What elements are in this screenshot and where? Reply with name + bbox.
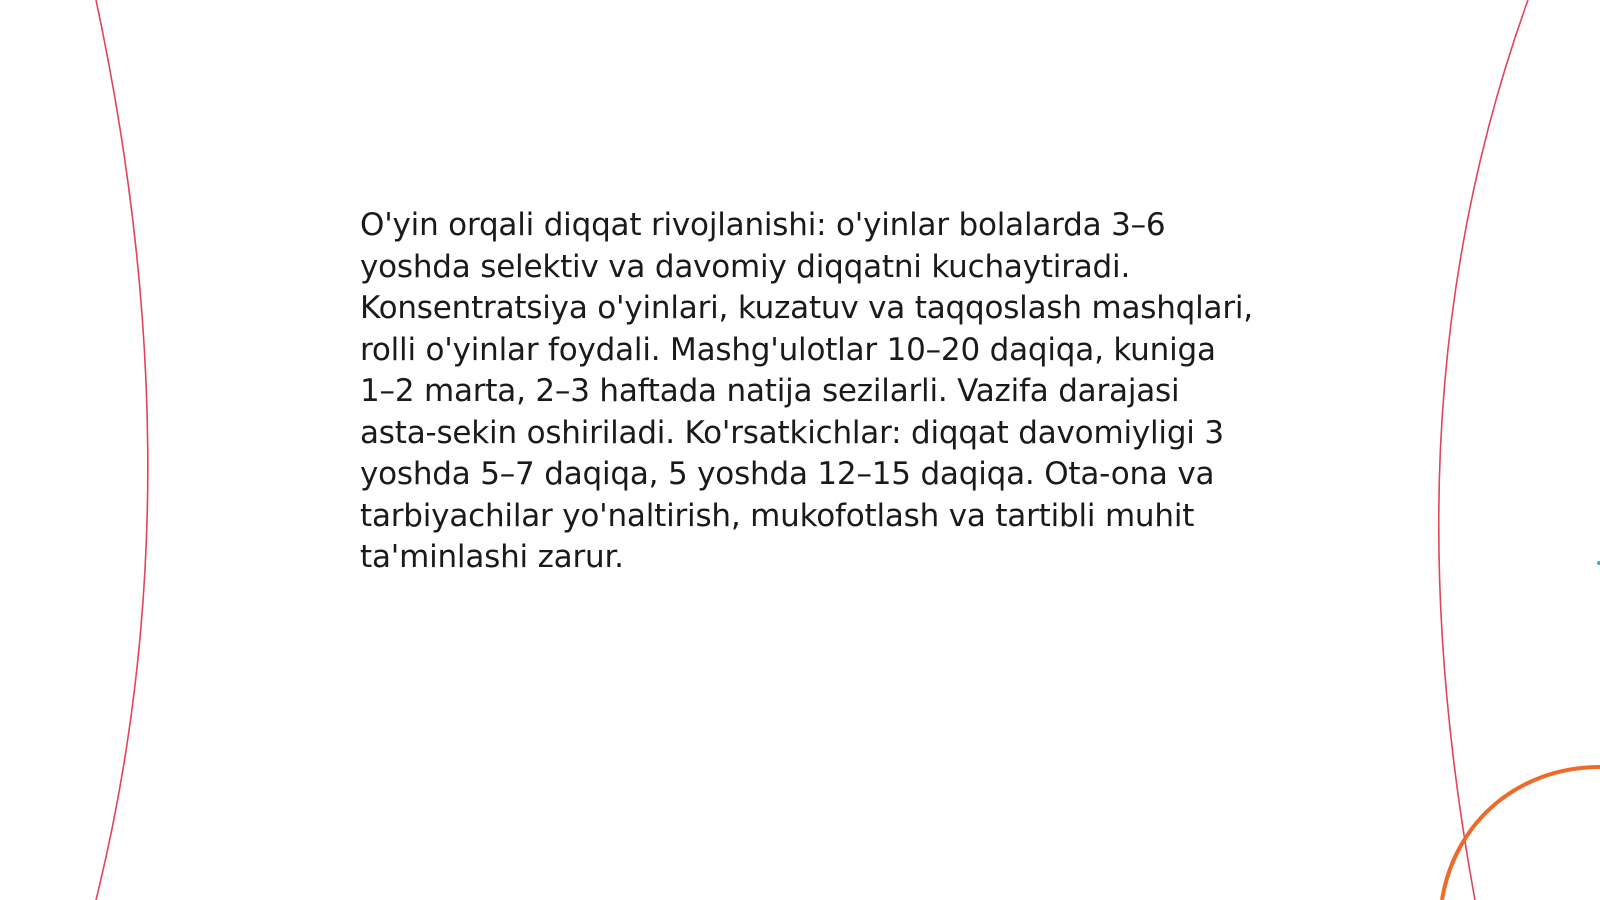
right-curve [1439, 0, 1528, 900]
left-curve [96, 0, 148, 900]
orange-arc [1442, 767, 1600, 900]
body-paragraph: O'yin orqali diqqat rivojlanishi: o'yinlar bolalarda 3–6 yoshda selektiv va davomiy diqqatni kuchaytiradi. Konsentratsiya o'yinlari, kuzatuv va taqqoslash mashqlari, rolli o'yinlar foydali. Mashg'ulotlar 10–20 daqiqa, kuniga 1–2 marta, 2–3 haftada natija sezilarli. Vazifa darajasi asta-sekin oshiriladi. Ko'rsatkichlar: diqqat davomiyligi 3 yoshda 5–7 daqiqa, 5 yoshda 12–15 daqiqa. Ota-ona va tarbiyachilar yo'naltirish, mukofotlash va tartibli muhit ta'minlashi zarur. [360, 207, 1253, 575]
